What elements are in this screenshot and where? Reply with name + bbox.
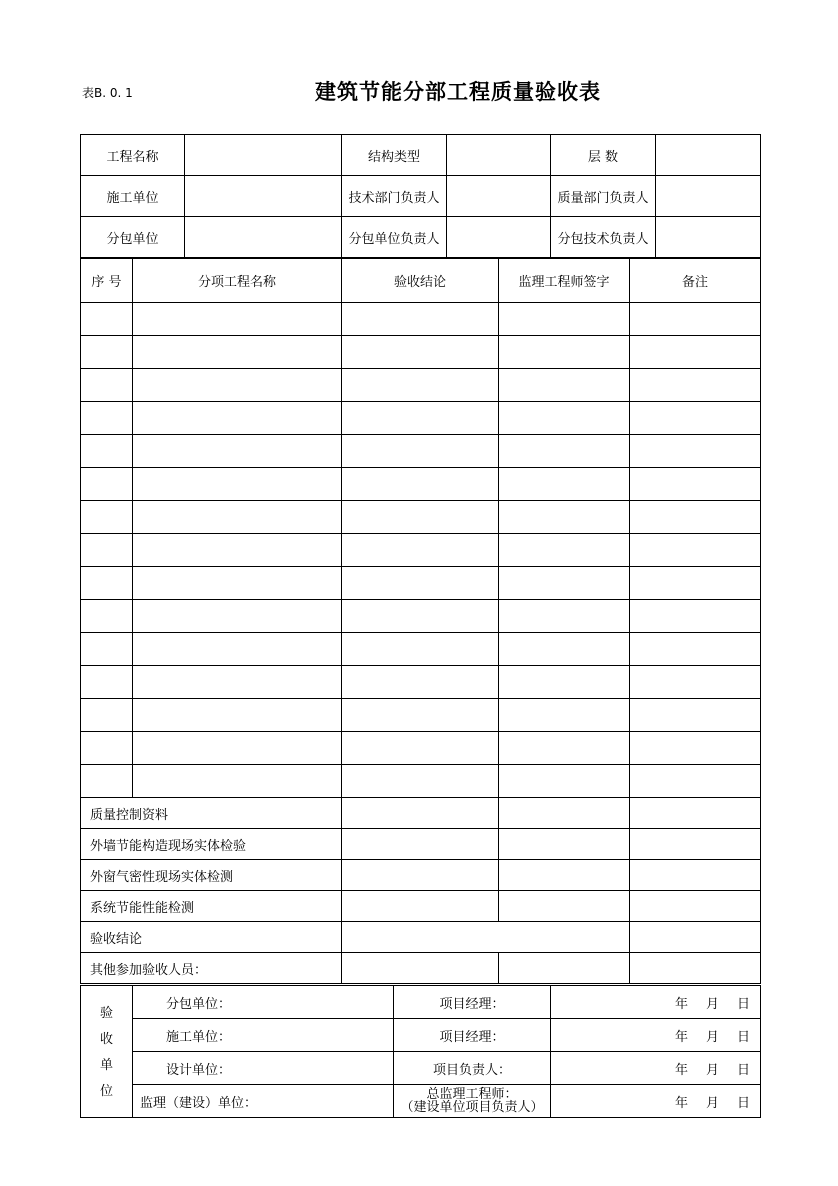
window-airtightness-label: 外窗气密性现场实体检测 <box>81 860 342 891</box>
owner-project-lead-label: （建设单位项目负责人） <box>400 1100 544 1115</box>
window-airtightness-conclusion[interactable] <box>342 860 499 891</box>
structure-type-field[interactable] <box>447 135 551 176</box>
remarks-cell[interactable] <box>630 666 761 699</box>
date-year: 年 <box>674 1029 688 1045</box>
seq-cell[interactable] <box>81 468 133 501</box>
chief-supervisor-label: 总监理工程师： <box>426 1087 518 1102</box>
other-participants-label: 其他参加验收人员： <box>81 953 342 984</box>
conclusion-cell[interactable] <box>342 369 499 402</box>
table-row <box>81 732 761 765</box>
date-day: 日 <box>736 1062 750 1078</box>
remarks-cell[interactable] <box>630 567 761 600</box>
design-date[interactable] <box>551 1052 761 1085</box>
project-info-table <box>80 134 761 258</box>
seq-cell[interactable] <box>81 765 133 798</box>
table-row <box>81 600 761 633</box>
wall-inspection-remarks[interactable] <box>630 829 761 860</box>
remarks-cell[interactable] <box>630 336 761 369</box>
seq-cell[interactable] <box>81 600 133 633</box>
engineer-sign-cell[interactable] <box>499 369 630 402</box>
conclusion-cell[interactable] <box>342 468 499 501</box>
seq-cell[interactable] <box>81 369 133 402</box>
conclusion-cell[interactable] <box>342 501 499 534</box>
item-name-cell[interactable] <box>133 600 342 633</box>
floors-label: 层 数 <box>551 135 656 176</box>
system-performance-remarks[interactable] <box>630 891 761 922</box>
engineer-sign-cell[interactable] <box>499 765 630 798</box>
conclusion-cell[interactable] <box>342 336 499 369</box>
acceptance-conclusion-remarks[interactable] <box>630 922 761 953</box>
subcontractor-field[interactable] <box>185 217 342 258</box>
seq-cell[interactable] <box>81 567 133 600</box>
table-row <box>81 534 761 567</box>
date-year: 年 <box>674 1095 688 1111</box>
side-char: 收 <box>99 1031 113 1047</box>
conclusion-cell[interactable] <box>342 666 499 699</box>
quality-control-data-label: 质量控制资料 <box>81 798 342 829</box>
acceptance-signoff-table <box>80 985 761 1118</box>
side-char: 位 <box>99 1083 113 1099</box>
remarks-cell[interactable] <box>630 369 761 402</box>
quality-control-data-conclusion[interactable] <box>342 798 499 829</box>
table-row <box>81 765 761 798</box>
table-row <box>81 303 761 336</box>
column-header-conclusion: 验收结论 <box>342 259 499 303</box>
other-participants-field-2[interactable] <box>499 953 630 984</box>
seq-cell[interactable] <box>81 633 133 666</box>
seq-cell[interactable] <box>81 666 133 699</box>
date-day: 日 <box>736 1029 750 1045</box>
contractor-label: 施工单位 <box>81 176 185 217</box>
quality-control-data-remarks[interactable] <box>630 798 761 829</box>
table-row <box>81 402 761 435</box>
construction-unit-label[interactable]: 施工单位： <box>133 1019 394 1052</box>
conclusion-cell[interactable] <box>342 303 499 336</box>
engineer-sign-cell[interactable] <box>499 303 630 336</box>
seq-cell[interactable] <box>81 699 133 732</box>
subcontract-pm-label[interactable]: 项目经理： <box>394 986 551 1019</box>
item-name-cell[interactable] <box>133 303 342 336</box>
quality-dept-head-label: 质量部门负责人 <box>551 176 656 217</box>
engineer-sign-cell[interactable] <box>499 468 630 501</box>
item-name-cell[interactable] <box>133 369 342 402</box>
date-month: 月 <box>705 1029 719 1045</box>
project-name-field[interactable] <box>185 135 342 176</box>
sub-item-table <box>80 258 761 984</box>
date-month: 月 <box>705 1062 719 1078</box>
construction-date[interactable] <box>551 1019 761 1052</box>
system-performance-label: 系统节能性能检测 <box>81 891 342 922</box>
item-name-cell[interactable] <box>133 633 342 666</box>
engineer-sign-cell[interactable] <box>499 402 630 435</box>
quality-control-data-sign[interactable] <box>499 798 630 829</box>
remarks-cell[interactable] <box>630 534 761 567</box>
window-airtightness-remarks[interactable] <box>630 860 761 891</box>
date-year: 年 <box>674 996 688 1012</box>
design-lead-label[interactable]: 项目负责人： <box>394 1052 551 1085</box>
item-name-cell[interactable] <box>133 567 342 600</box>
table-row <box>81 435 761 468</box>
quality-dept-head-field[interactable] <box>656 176 761 217</box>
column-header-remarks: 备注 <box>630 259 761 303</box>
sub-tech-head-field[interactable] <box>656 217 761 258</box>
seq-cell[interactable] <box>81 336 133 369</box>
table-row <box>81 336 761 369</box>
item-name-cell[interactable] <box>133 501 342 534</box>
remarks-cell[interactable] <box>630 501 761 534</box>
remarks-cell[interactable] <box>630 468 761 501</box>
acceptance-conclusion-label: 验收结论 <box>81 922 342 953</box>
remarks-cell[interactable] <box>630 303 761 336</box>
item-name-cell[interactable] <box>133 468 342 501</box>
conclusion-cell[interactable] <box>342 567 499 600</box>
seq-cell[interactable] <box>81 732 133 765</box>
item-name-cell[interactable] <box>133 534 342 567</box>
item-name-cell[interactable] <box>133 732 342 765</box>
construction-pm-label[interactable]: 项目经理： <box>394 1019 551 1052</box>
date-month: 月 <box>705 996 719 1012</box>
system-performance-sign[interactable] <box>499 891 630 922</box>
item-name-cell[interactable] <box>133 402 342 435</box>
conclusion-cell[interactable] <box>342 402 499 435</box>
chief-supervisor-cell[interactable] <box>394 1085 551 1118</box>
engineer-sign-cell[interactable] <box>499 567 630 600</box>
engineer-sign-cell[interactable] <box>499 699 630 732</box>
column-header-item-name: 分项工程名称 <box>133 259 342 303</box>
acceptance-conclusion-field[interactable] <box>342 922 630 953</box>
window-airtightness-sign[interactable] <box>499 860 630 891</box>
conclusion-cell[interactable] <box>342 732 499 765</box>
wall-inspection-sign[interactable] <box>499 829 630 860</box>
remarks-cell[interactable] <box>630 600 761 633</box>
conclusion-cell[interactable] <box>342 765 499 798</box>
date-month: 月 <box>705 1095 719 1111</box>
conclusion-cell[interactable] <box>342 534 499 567</box>
table-row <box>81 468 761 501</box>
supervision-unit-label[interactable]: 监理（建设）单位： <box>133 1085 394 1118</box>
floors-field[interactable] <box>656 135 761 176</box>
conclusion-cell[interactable] <box>342 435 499 468</box>
column-header-seq: 序 号 <box>81 259 133 303</box>
tech-dept-head-field[interactable] <box>447 176 551 217</box>
engineer-sign-cell[interactable] <box>499 435 630 468</box>
other-participants-field-1[interactable] <box>342 953 499 984</box>
date-year: 年 <box>674 1062 688 1078</box>
side-char: 单 <box>99 1057 113 1073</box>
conclusion-cell[interactable] <box>342 600 499 633</box>
engineer-sign-cell[interactable] <box>499 501 630 534</box>
side-char: 验 <box>99 1005 113 1021</box>
project-name-label: 工程名称 <box>81 135 185 176</box>
acceptance-unit-side-label <box>81 986 133 1118</box>
subcontract-unit-label[interactable]: 分包单位： <box>133 986 394 1019</box>
engineer-sign-cell[interactable] <box>499 732 630 765</box>
item-name-cell[interactable] <box>133 765 342 798</box>
seq-cell[interactable] <box>81 303 133 336</box>
item-name-cell[interactable] <box>133 666 342 699</box>
engineer-sign-cell[interactable] <box>499 336 630 369</box>
engineer-sign-cell[interactable] <box>499 666 630 699</box>
sub-tech-head-label: 分包技术负责人 <box>551 217 656 258</box>
item-name-cell[interactable] <box>133 699 342 732</box>
contractor-field[interactable] <box>185 176 342 217</box>
sub-unit-head-field[interactable] <box>447 217 551 258</box>
seq-cell[interactable] <box>81 435 133 468</box>
seq-cell[interactable] <box>81 534 133 567</box>
table-row <box>81 369 761 402</box>
table-row <box>81 699 761 732</box>
remarks-cell[interactable] <box>630 699 761 732</box>
table-row <box>81 567 761 600</box>
structure-type-label: 结构类型 <box>342 135 447 176</box>
engineer-sign-cell[interactable] <box>499 600 630 633</box>
wall-inspection-conclusion[interactable] <box>342 829 499 860</box>
design-unit-label[interactable]: 设计单位： <box>133 1052 394 1085</box>
form-code: 表B. 0. 1 <box>82 86 133 100</box>
remarks-cell[interactable] <box>630 732 761 765</box>
date-day: 日 <box>736 1095 750 1111</box>
conclusion-cell[interactable] <box>342 633 499 666</box>
table-row <box>81 501 761 534</box>
table-row <box>81 666 761 699</box>
column-header-engineer-sign: 监理工程师签字 <box>499 259 630 303</box>
remarks-cell[interactable] <box>630 402 761 435</box>
wall-inspection-label: 外墙节能构造现场实体检验 <box>81 829 342 860</box>
item-name-cell[interactable] <box>133 336 342 369</box>
item-name-cell[interactable] <box>133 435 342 468</box>
remarks-cell[interactable] <box>630 633 761 666</box>
page-title: 建筑节能分部工程质量验收表 <box>315 80 601 104</box>
seq-cell[interactable] <box>81 402 133 435</box>
engineer-sign-cell[interactable] <box>499 534 630 567</box>
date-day: 日 <box>736 996 750 1012</box>
conclusion-cell[interactable] <box>342 699 499 732</box>
sub-unit-head-label: 分包单位负责人 <box>342 217 447 258</box>
tech-dept-head-label: 技术部门负责人 <box>342 176 447 217</box>
other-participants-field-3[interactable] <box>630 953 761 984</box>
subcontractor-label: 分包单位 <box>81 217 185 258</box>
remarks-cell[interactable] <box>630 765 761 798</box>
seq-cell[interactable] <box>81 501 133 534</box>
table-row <box>81 633 761 666</box>
subcontract-date[interactable] <box>551 986 761 1019</box>
engineer-sign-cell[interactable] <box>499 633 630 666</box>
system-performance-conclusion[interactable] <box>342 891 499 922</box>
supervision-date[interactable] <box>551 1085 761 1118</box>
remarks-cell[interactable] <box>630 435 761 468</box>
